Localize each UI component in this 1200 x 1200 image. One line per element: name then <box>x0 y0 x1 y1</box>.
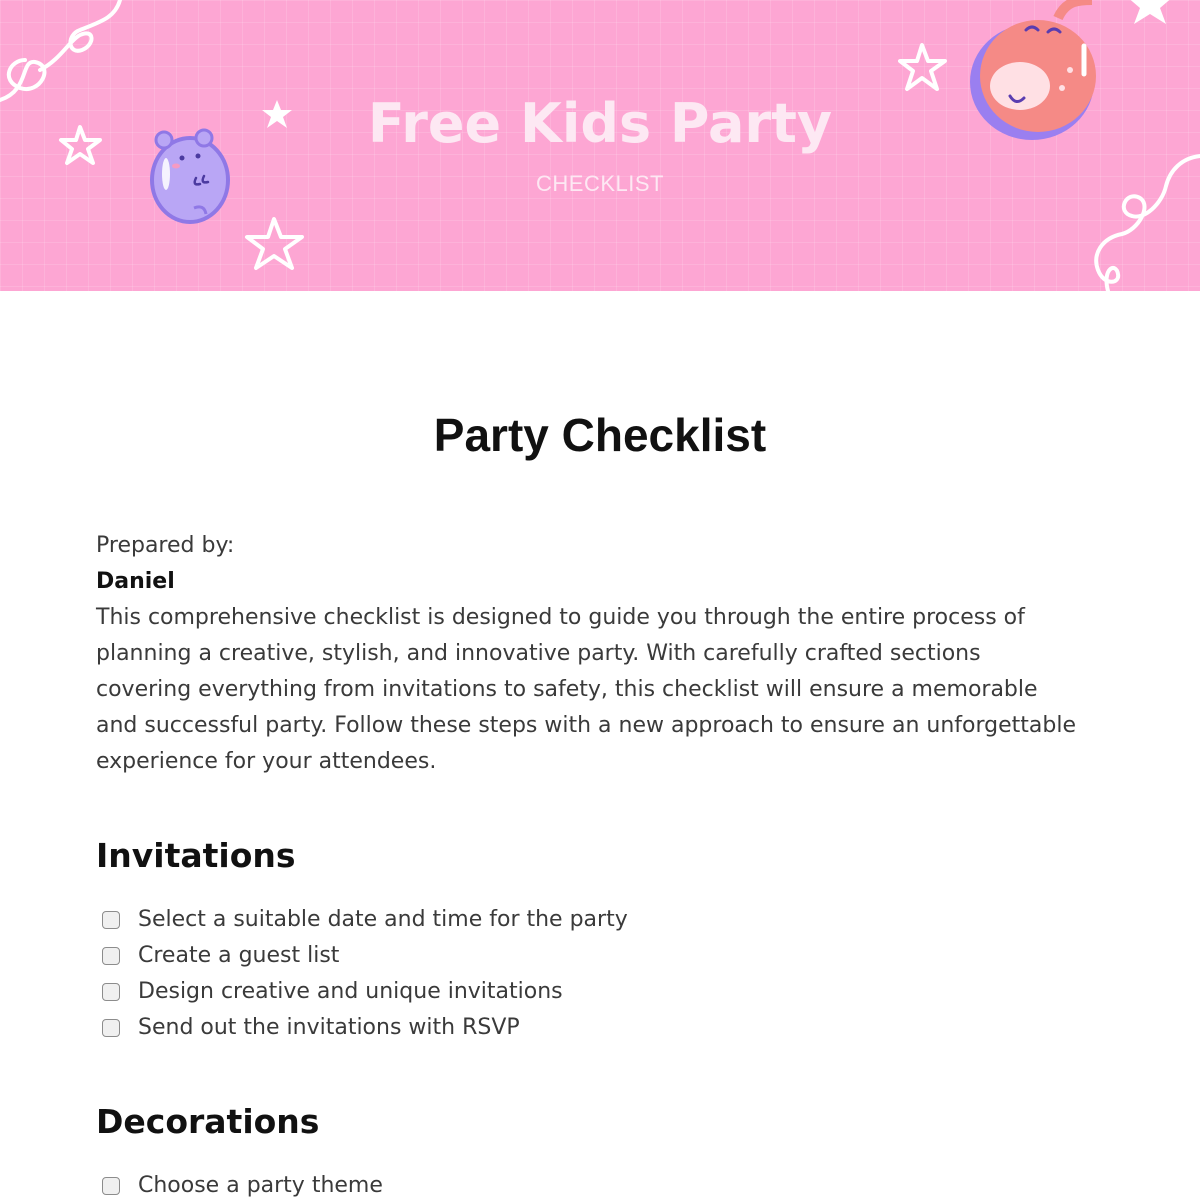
checklist-item-label: Design creative and unique invitations <box>138 979 563 1004</box>
checklist-item-label: Select a suitable date and time for the party <box>138 907 628 932</box>
header-banner <box>0 0 1200 291</box>
section-heading-invitations: Invitations <box>96 836 296 875</box>
checklist-item[interactable] <box>96 902 1076 938</box>
checklist-decorations <box>96 1168 1076 1200</box>
checklist-item-label: Choose a party theme <box>138 1173 383 1198</box>
checklist-item-label: Create a guest list <box>138 943 340 968</box>
checklist-item[interactable] <box>96 1010 1076 1046</box>
checklist-item[interactable] <box>96 1168 1076 1200</box>
prepared-by-label: Prepared by: <box>96 533 235 558</box>
star-icon <box>244 216 306 272</box>
intro-paragraph: This comprehensive checklist is designed to guide you through the entire process of planning a creative, stylish, and innovative party. With carefully crafted sections covering everything from invitations to safety, this checklist will ensure a memorable and successful party. Follow these steps with a new approach to ensure an unforgettable experience for your attendees. <box>96 605 1076 774</box>
star-icon <box>898 42 948 94</box>
checkbox[interactable] <box>102 1177 120 1195</box>
section-heading-decorations: Decorations <box>96 1102 320 1141</box>
checklist-item-label: Send out the invitations with RSVP <box>138 1015 520 1040</box>
checklist-invitations <box>96 902 1076 1046</box>
checkbox[interactable] <box>102 911 120 929</box>
checklist-item[interactable] <box>96 974 1076 1010</box>
checkbox[interactable] <box>102 983 120 1001</box>
checklist-item[interactable] <box>96 938 1076 974</box>
prepared-by-name: Daniel <box>96 569 175 594</box>
star-icon <box>1122 0 1180 26</box>
checkbox[interactable] <box>102 1019 120 1037</box>
banner-title: Free Kids Party <box>367 92 833 155</box>
checkbox[interactable] <box>102 947 120 965</box>
banner-subtitle: CHECKLIST <box>536 171 664 196</box>
document-content <box>96 528 1076 1200</box>
page-title: Party Checklist <box>433 409 767 461</box>
